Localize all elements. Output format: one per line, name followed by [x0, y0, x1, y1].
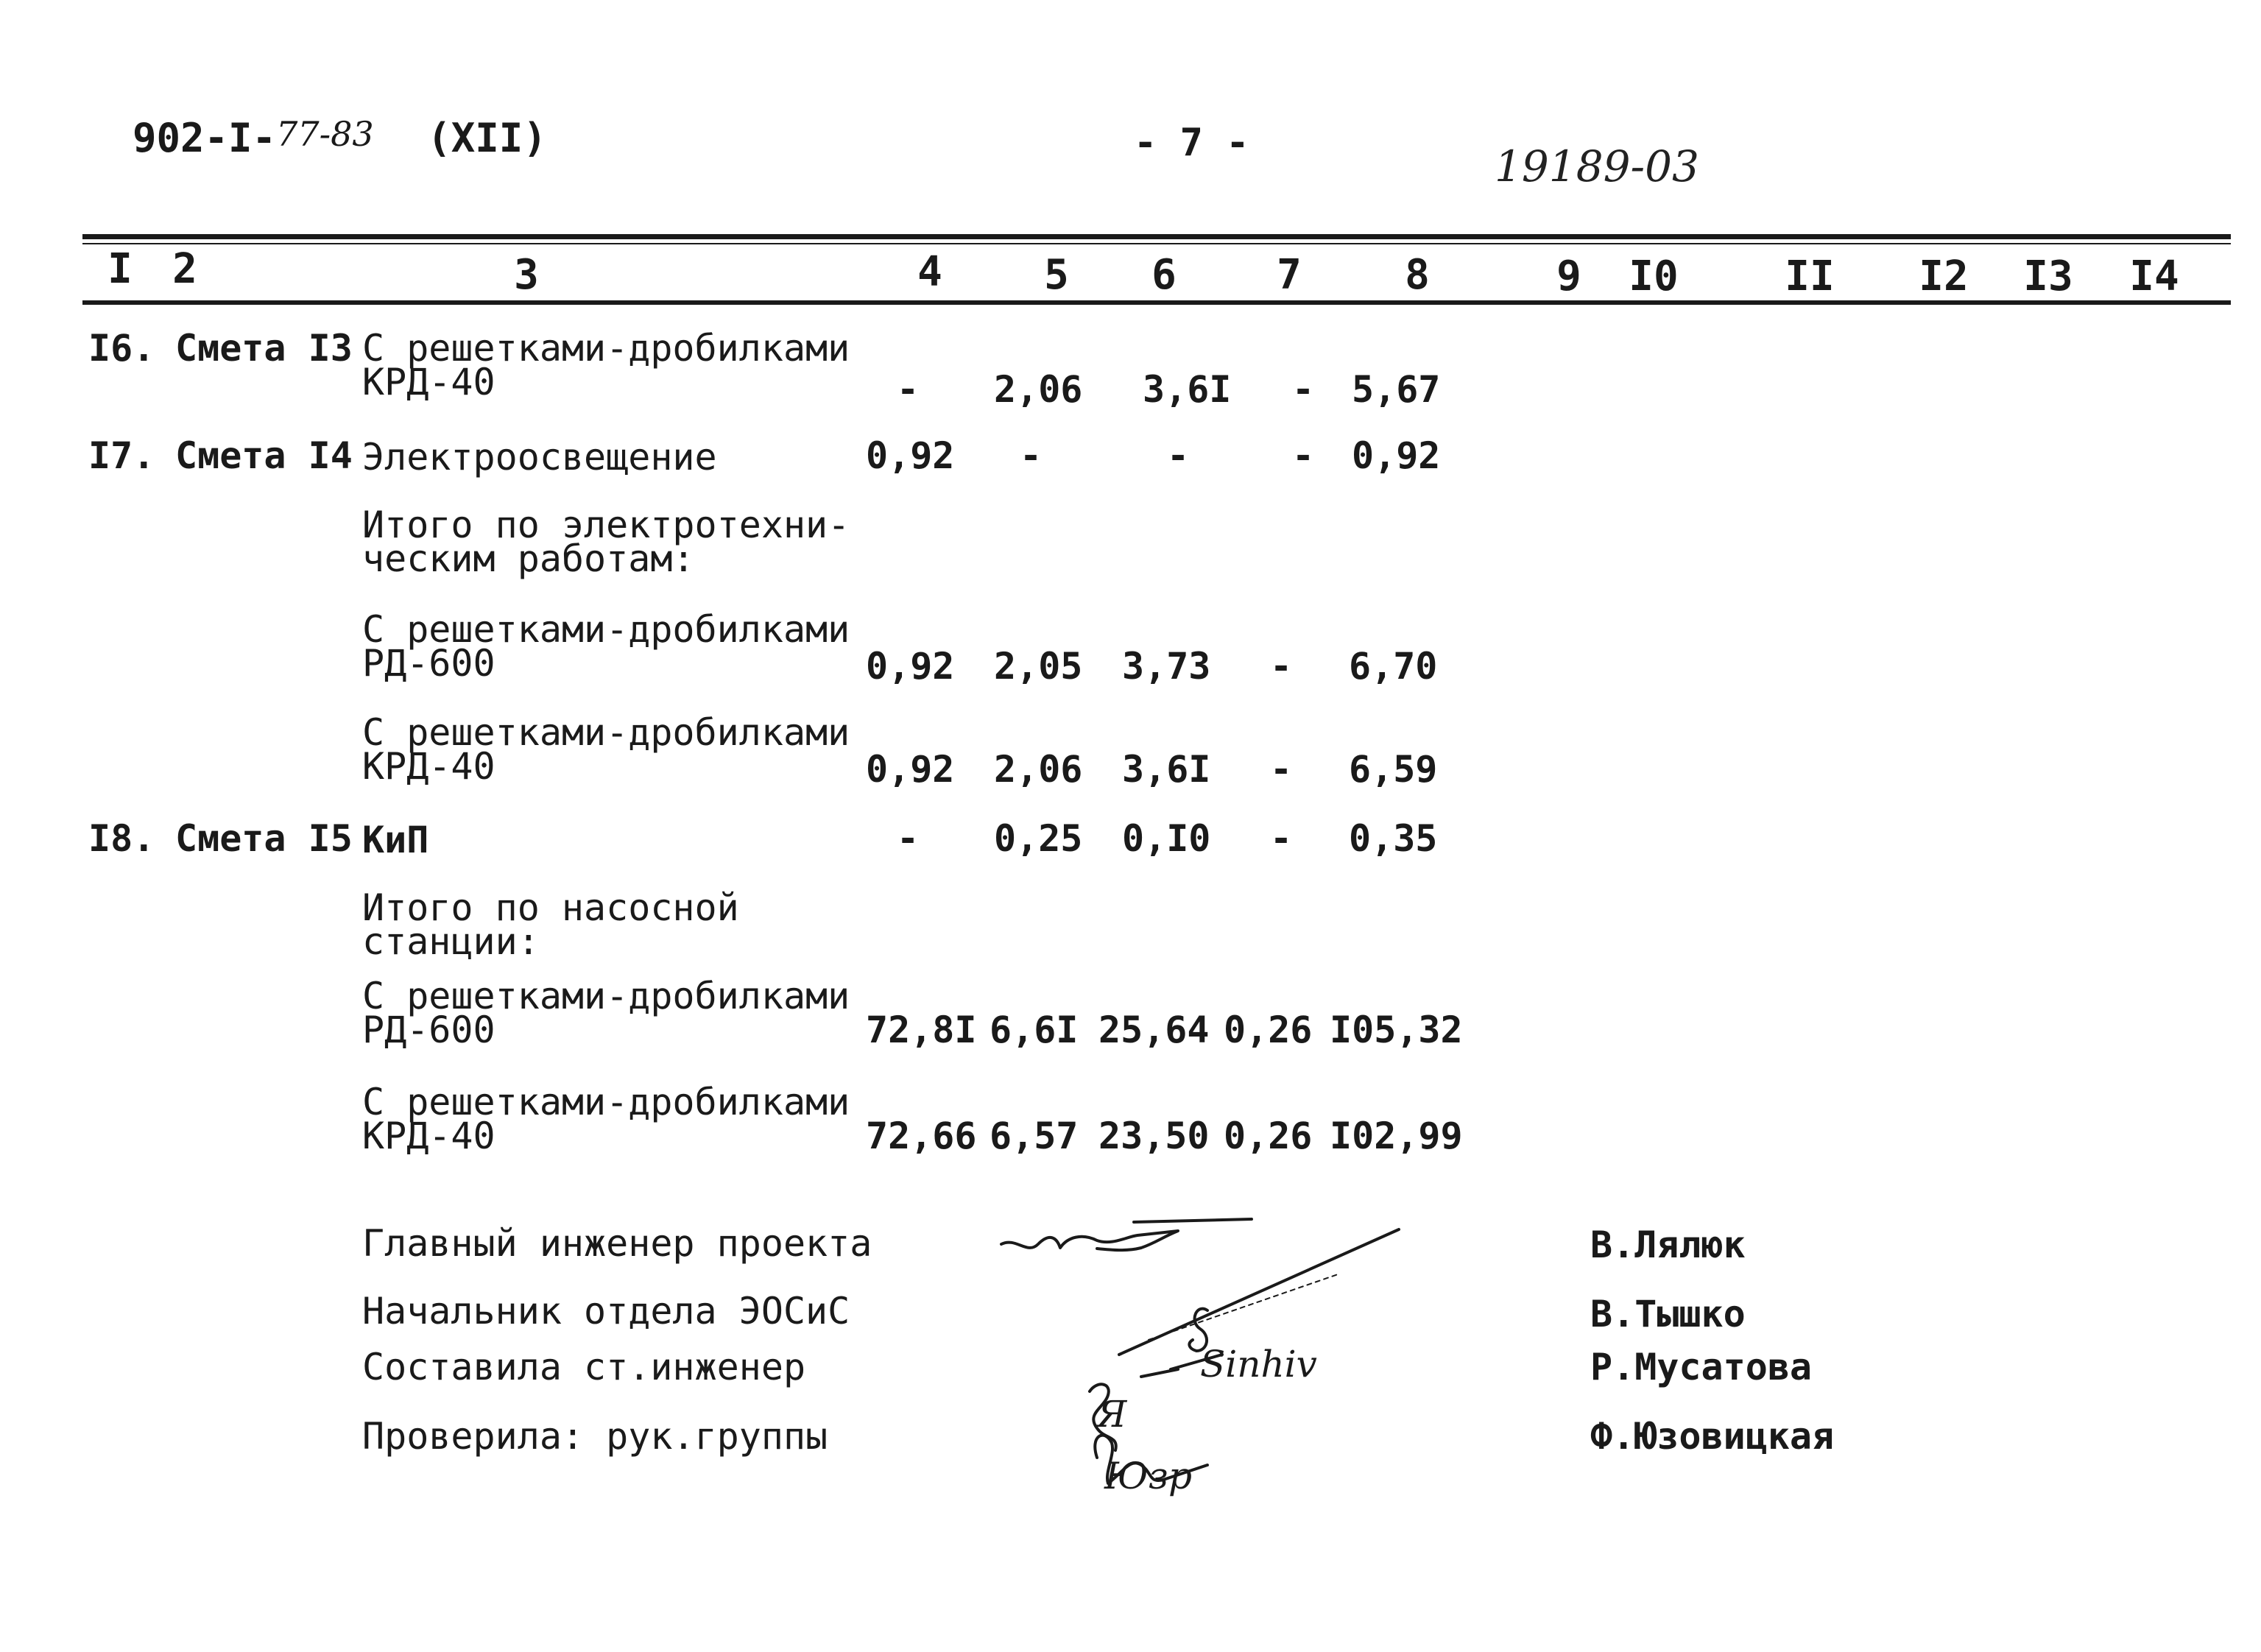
signatory-name: Р.Мусатова: [1590, 1346, 1813, 1388]
value-col4: -: [896, 817, 920, 860]
value-col6: -: [1166, 434, 1190, 477]
value-col4: 0,92: [866, 434, 955, 477]
row-number: I8.: [88, 817, 155, 860]
row-estimate: Смета I4: [175, 434, 353, 477]
value-col7: 0,26: [1224, 1009, 1313, 1051]
row-description-line: станции:: [362, 920, 540, 963]
value-col8: 6,70: [1349, 645, 1438, 688]
col-header-2: 2: [172, 245, 197, 293]
value-col8: 6,59: [1349, 748, 1438, 791]
value-col6: 23,50: [1098, 1115, 1210, 1157]
value-col8: I02,99: [1330, 1115, 1463, 1157]
value-col4: -: [896, 368, 920, 411]
row-number: I6.: [88, 327, 155, 370]
value-col7: -: [1269, 645, 1293, 688]
value-col5: 0,25: [994, 817, 1083, 860]
value-col8: I05,32: [1330, 1009, 1463, 1051]
value-col8: 0,35: [1349, 817, 1438, 860]
row-description-line: С решетками-дробилками: [362, 975, 850, 1017]
value-col7: -: [1291, 368, 1315, 411]
col-header-1: I: [107, 245, 133, 293]
doc-code-roman: (XII): [427, 115, 547, 161]
signature-mark: Юзр: [1104, 1455, 1192, 1497]
col-header-12: I2: [1919, 253, 1969, 300]
col-header-7: 7: [1277, 251, 1302, 299]
row-description-line: ческим работам:: [362, 537, 695, 580]
signatory-role: Главный инженер проекта: [362, 1222, 872, 1265]
value-col7: -: [1269, 817, 1293, 860]
doc-code-prefix: 902-I-: [133, 115, 277, 161]
signatory-name: В.Тышко: [1590, 1293, 1746, 1335]
page-number: - 7 -: [1134, 121, 1249, 165]
top-thin-rule: [82, 243, 2231, 244]
signature-mark: Sinhiv: [1200, 1343, 1317, 1386]
row-description-line: С решетками-дробилками: [362, 1081, 850, 1123]
value-col5: 2,06: [994, 368, 1083, 411]
value-col7: -: [1291, 434, 1315, 477]
doc-number-handwritten: 19189-03: [1495, 141, 1699, 191]
value-col5: -: [1019, 434, 1043, 477]
col-header-5: 5: [1044, 251, 1069, 299]
value-col8: 0,92: [1352, 434, 1441, 477]
row-description-line: С решетками-дробилками: [362, 608, 850, 651]
row-number: I7.: [88, 434, 155, 477]
value-col4: 0,92: [866, 645, 955, 688]
doc-code: [133, 116, 547, 162]
signature-mark: Я: [1097, 1393, 1127, 1436]
value-col5: 6,6I: [990, 1009, 1079, 1051]
row-description-line: Итого по насосной: [362, 886, 739, 929]
value-col6: 3,6I: [1143, 368, 1232, 411]
doc-code-handwritten: 77-83: [276, 114, 374, 154]
handwritten-signatures: [987, 1193, 1443, 1502]
signature-stroke: [1149, 1274, 1340, 1340]
signatory-name: Ф.Юзовицкая: [1590, 1415, 1835, 1458]
value-col6: 0,I0: [1122, 817, 1211, 860]
column-header-rule: [82, 300, 2231, 305]
row-description-line: КиП: [362, 819, 429, 861]
value-col6: 3,6I: [1122, 748, 1211, 791]
col-header-13: I3: [2023, 253, 2073, 300]
signatory-role: Составила ст.инженер: [362, 1346, 806, 1388]
col-header-4: 4: [917, 248, 942, 296]
value-col6: 3,73: [1122, 645, 1211, 688]
value-col5: 6,57: [990, 1115, 1079, 1157]
row-description-line: С решетками-дробилками: [362, 327, 850, 370]
row-description-line: КРД-40: [362, 361, 495, 403]
col-header-11: II: [1785, 253, 1835, 300]
row-description-line: РД-600: [362, 642, 495, 685]
signatory-role: Начальник отдела ЭОСиС: [362, 1290, 850, 1332]
col-header-9: 9: [1556, 253, 1581, 300]
col-header-6: 6: [1151, 251, 1177, 299]
value-col5: 2,06: [994, 748, 1083, 791]
signatory-name: В.Лялюк: [1590, 1224, 1746, 1266]
row-estimate: Смета I3: [175, 327, 353, 370]
col-header-3: 3: [514, 251, 539, 299]
col-header-8: 8: [1405, 251, 1430, 299]
row-description-line: Итого по электротехни-: [362, 504, 850, 546]
signatory-role: Проверила: рук.группы: [362, 1415, 828, 1458]
value-col4: 72,66: [866, 1115, 977, 1157]
top-double-rule: [82, 234, 2231, 239]
value-col7: 0,26: [1224, 1115, 1313, 1157]
row-description-line: КРД-40: [362, 745, 495, 788]
row-description-line: Электроосвещение: [362, 436, 717, 479]
row-description-line: КРД-40: [362, 1115, 495, 1157]
row-description-line: РД-600: [362, 1009, 495, 1051]
signature-scribble-1: [1001, 1219, 1252, 1250]
value-col8: 5,67: [1352, 368, 1441, 411]
value-col4: 72,8I: [866, 1009, 977, 1051]
value-col5: 2,05: [994, 645, 1083, 688]
value-col4: 0,92: [866, 748, 955, 791]
value-col6: 25,64: [1098, 1009, 1210, 1051]
col-header-10: I0: [1629, 253, 1679, 300]
col-header-14: I4: [2129, 253, 2179, 300]
row-estimate: Смета I5: [175, 817, 353, 860]
row-description-line: С решетками-дробилками: [362, 711, 850, 754]
value-col7: -: [1269, 748, 1293, 791]
